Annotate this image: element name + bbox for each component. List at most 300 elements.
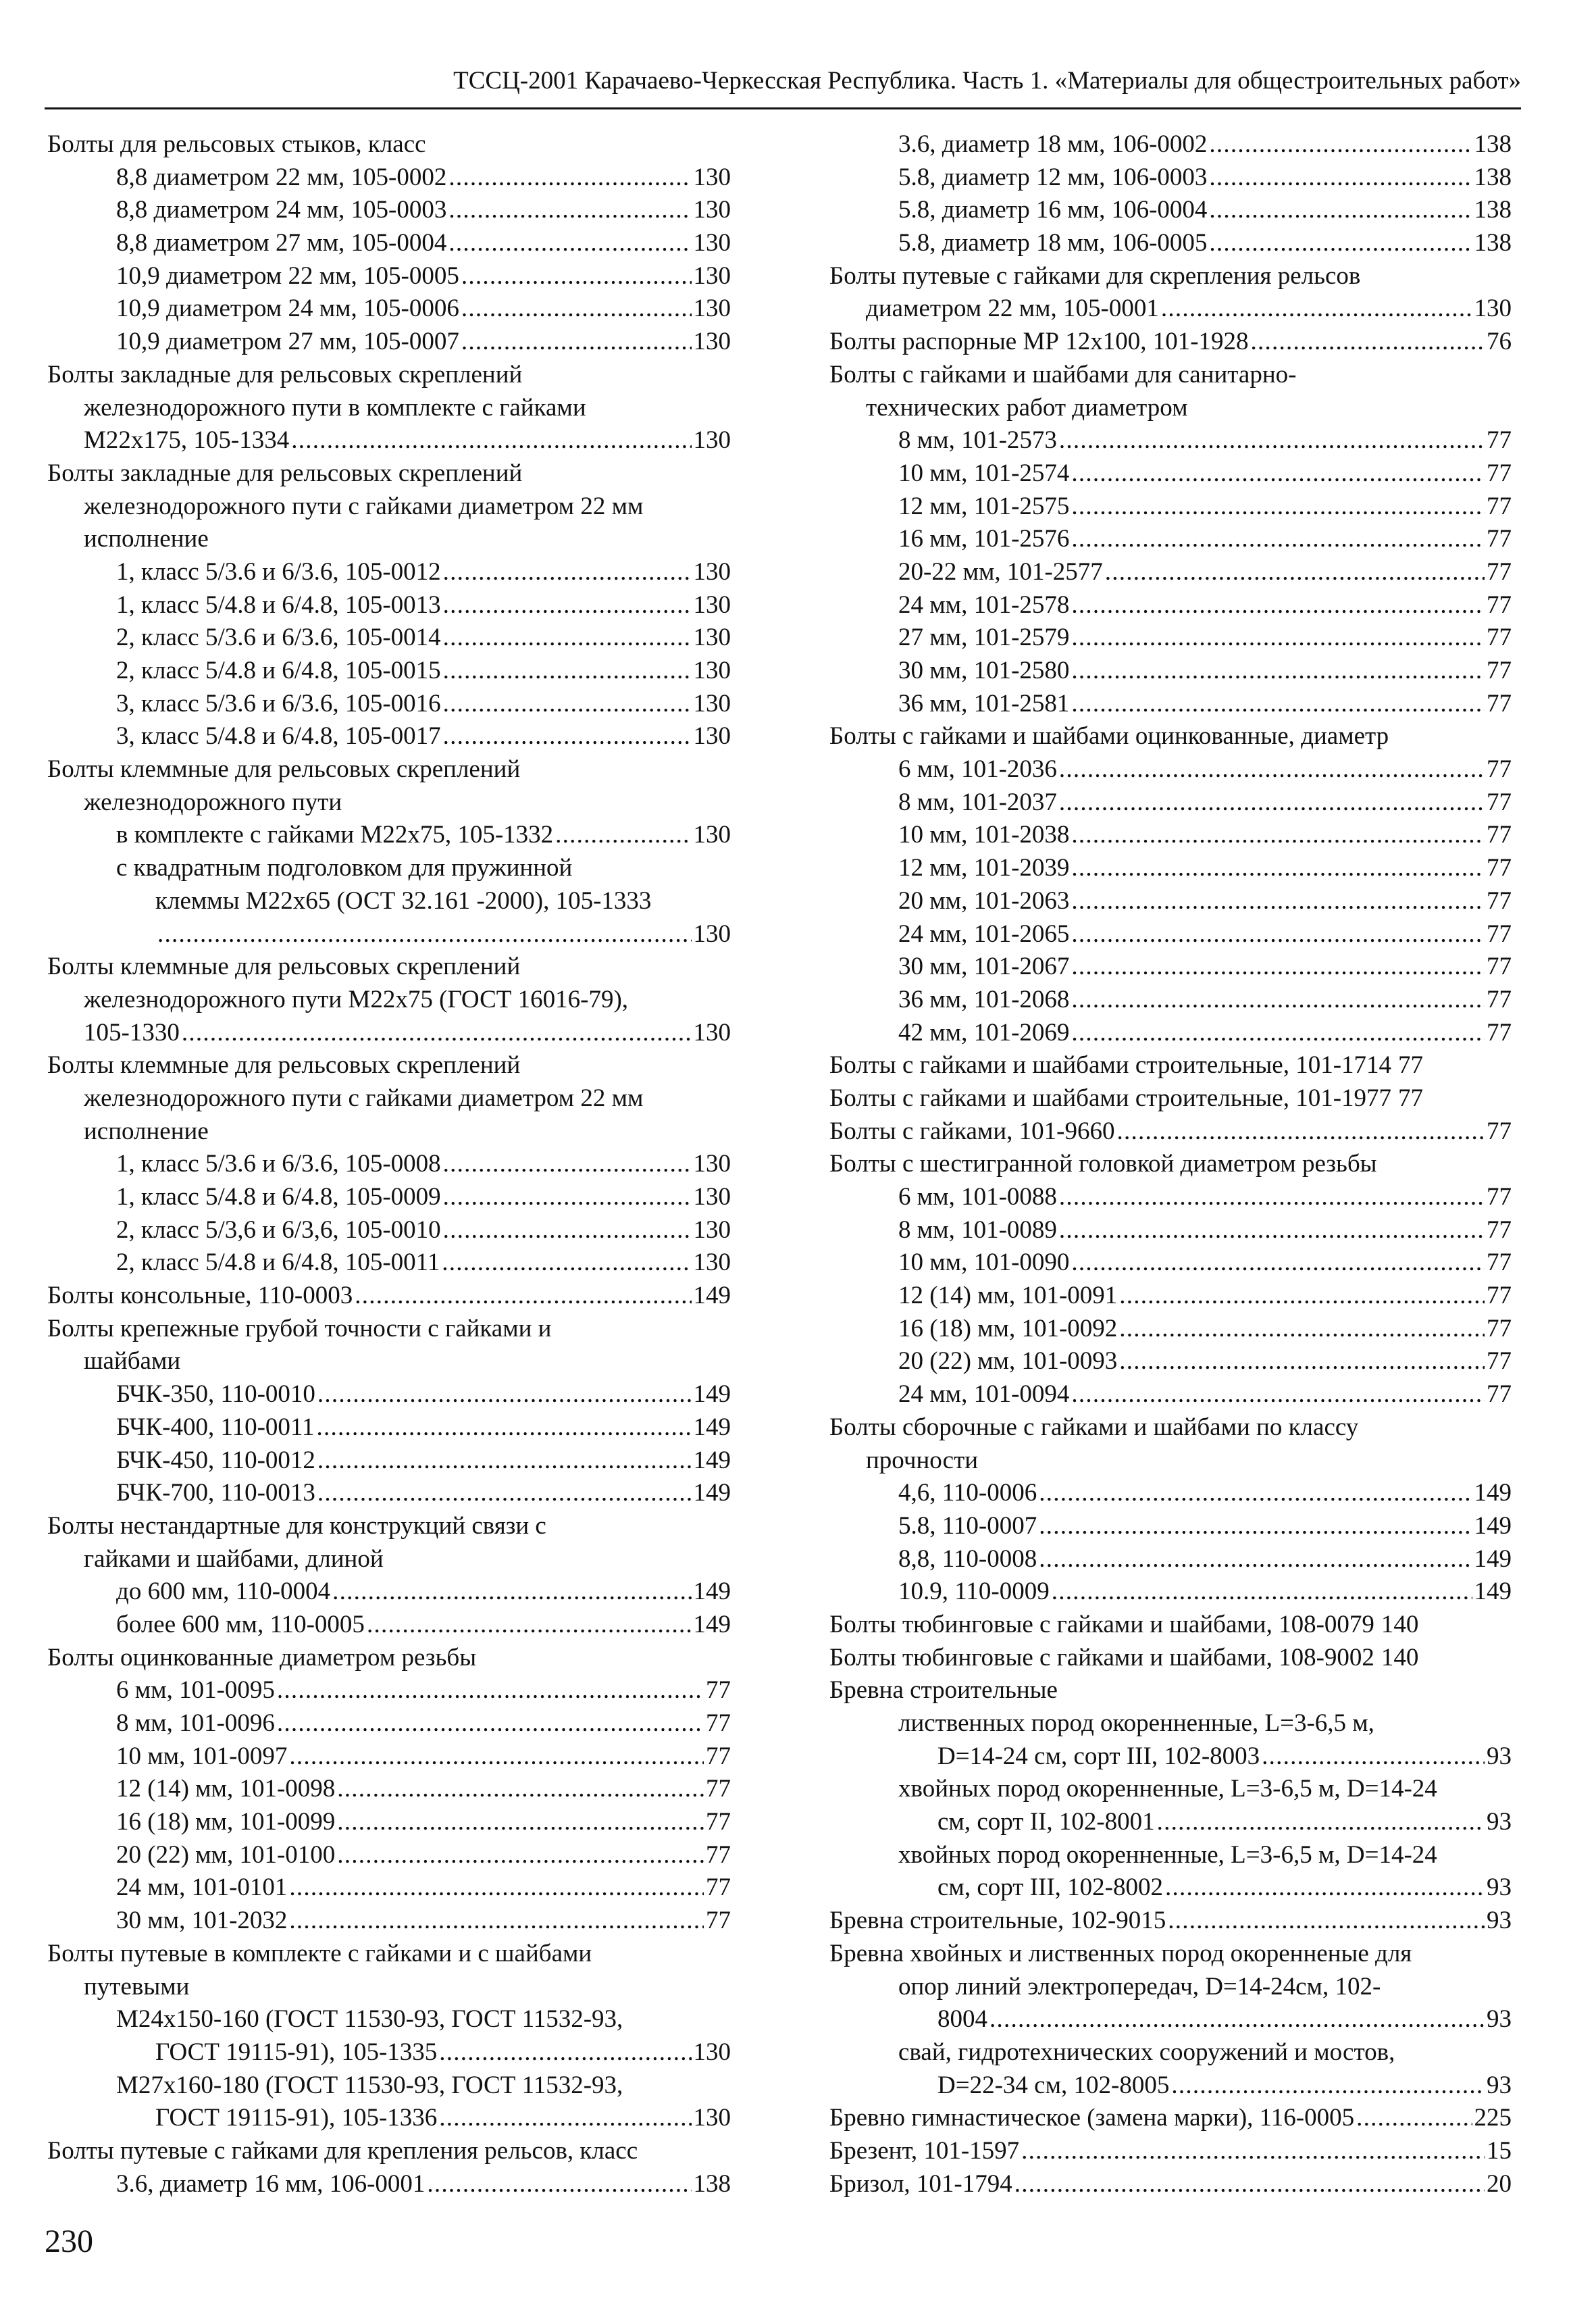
dot-leader: [337, 1839, 704, 1872]
index-entry-text: 10 мм, 101-0097: [116, 1742, 288, 1770]
dot-leader: [1039, 1477, 1472, 1510]
index-entry: [47, 622, 731, 655]
index-entry-text: хвойных пород окоренненные, L=3-6,5 м, D=14-24: [898, 1775, 1437, 1803]
index-entry: [829, 293, 1512, 326]
index-entry: [829, 2102, 1512, 2135]
index-entry-page: 130: [693, 821, 731, 849]
index-entry-text: 8,8 диаметром 22 мм, 105-0002: [116, 163, 447, 191]
index-entry-text: 8 мм, 101-2573: [898, 426, 1057, 455]
index-entry: [829, 2069, 1512, 2103]
running-header: [45, 65, 1521, 109]
index-entry-page: 130: [693, 2104, 731, 2132]
index-entry: [47, 753, 731, 786]
index-entry-text: 8 мм, 101-2037: [898, 788, 1057, 816]
index-entry-page: 77: [1487, 689, 1512, 718]
dot-leader: [291, 424, 691, 457]
index-entry-page: 77: [1487, 624, 1512, 652]
dot-leader: [1071, 1247, 1485, 1280]
index-entry-page: 138: [1474, 229, 1512, 257]
index-entry: [829, 1707, 1512, 1740]
dot-leader: [1119, 1313, 1485, 1346]
index-entry-text: 8,8 диаметром 24 мм, 105-0003: [116, 196, 447, 224]
index-entry-text: железнодорожного пути с гайками диаметром 22 мм: [84, 492, 644, 520]
index-entry-text: 3.6, диаметр 18 мм, 106-0002: [898, 130, 1208, 158]
index-entry: [47, 1806, 731, 1839]
index-entry-page: 77: [1487, 1347, 1512, 1376]
dot-leader: [1071, 491, 1485, 524]
index-entry-text: железнодорожного пути в комплекте с гайками: [84, 393, 586, 422]
index-entry: [47, 1017, 731, 1050]
index-entry: [47, 2102, 731, 2135]
index-entry: [47, 918, 731, 951]
index-entry: [829, 326, 1512, 359]
index-entry-text: исполнение: [84, 525, 209, 553]
header-title: ТССЦ-2001 Карачаево-Черкесская Республика. Часть 1. «Материалы для общестроительных работ»: [453, 67, 1521, 95]
index-entry: [829, 1280, 1512, 1313]
index-entry-text: 10 мм, 101-2038: [898, 821, 1070, 849]
index-entry: [829, 2168, 1512, 2201]
index-entry: [47, 1115, 731, 1149]
index-entry-page: 130: [693, 689, 731, 718]
index-entry-page: 77: [706, 1873, 731, 1902]
index-entry-text: Болты путевые с гайками для скрепления рельсов: [829, 261, 1361, 290]
index-entry: [829, 1871, 1512, 1905]
index-entry-text: Болты крепежные грубой точности с гайками и: [47, 1314, 552, 1342]
index-entry-text: гайками и шайбами, длиной: [84, 1544, 384, 1573]
index-entry: [47, 688, 731, 721]
index-entry-text: Болты тюбинговые с гайками и шайбами, 108-9002: [829, 1643, 1374, 1671]
index-entry: [47, 1543, 731, 1576]
index-entry-text: 30 мм, 101-2580: [898, 657, 1070, 684]
index-entry-page: 77: [1487, 1249, 1512, 1277]
index-entry-text: БЧК-350, 110-0010: [116, 1380, 315, 1409]
dot-leader: [443, 688, 692, 721]
index-entry-page: 149: [693, 1380, 731, 1409]
index-entry: [829, 1148, 1512, 1181]
index-entry: [47, 359, 731, 392]
index-entry-text: Болты путевые с гайками для крепления рельсов, класс: [47, 2136, 638, 2165]
index-entry-text: 3, класс 5/4.8 и 6/4.8, 105-0017: [116, 722, 441, 751]
index-entry-text: М27х160-180 (ГОСТ 11530-93, ГОСТ 11532-93,: [116, 2071, 623, 2099]
index-entry-text: Брезент, 101-1597: [829, 2136, 1020, 2165]
index-entry: [47, 1280, 731, 1313]
index-entry: [47, 1181, 731, 1214]
index-entry-text: 5.8, диаметр 12 мм, 106-0003: [898, 163, 1208, 191]
index-entry-text: Болты нестандартные для конструкций связи с: [47, 1511, 546, 1540]
index-entry-text: 6 мм, 101-0088: [898, 1183, 1057, 1211]
index-entry-text: железнодорожного пути: [84, 788, 342, 816]
index-entry-page: 77: [1487, 886, 1512, 915]
index-entry-text: 8,8, 110-0008: [898, 1544, 1037, 1573]
dot-leader: [289, 1905, 704, 1938]
index-entry-text: 24 мм, 101-0094: [898, 1380, 1070, 1409]
dot-leader: [443, 1181, 692, 1214]
index-entry-text: 24 мм, 101-2578: [898, 590, 1070, 619]
index-entry-page: 130: [693, 229, 731, 257]
dot-leader: [1059, 1181, 1485, 1214]
index-entry: [47, 2036, 731, 2069]
index-entry-text: 10,9 диаметром 22 мм, 105-0005: [116, 261, 459, 290]
dot-leader: [182, 1017, 692, 1050]
dot-leader: [1071, 951, 1485, 984]
dot-leader: [1039, 1543, 1472, 1576]
index-entry-text: 20 (22) мм, 101-0100: [116, 1840, 336, 1869]
dot-leader: [442, 1247, 691, 1280]
dot-leader: [289, 1740, 704, 1774]
index-entry-text: М22х175, 105-1334: [84, 426, 290, 455]
index-entry: [829, 2003, 1512, 2036]
index-entry-page: 77: [706, 1808, 731, 1836]
index-column-left: [47, 128, 731, 2200]
index-entry-text: БЧК-450, 110-0012: [116, 1446, 315, 1474]
index-column-right: [829, 128, 1512, 2200]
index-entry: [47, 984, 731, 1017]
dot-leader: [989, 2003, 1485, 2036]
index-entry-text: хвойных пород окоренненные, L=3-6,5 м, D=14-24: [898, 1840, 1437, 1869]
index-entry-text: Болты сборочные с гайками и шайбами по классу: [829, 1413, 1359, 1441]
index-entry-text: 6 мм, 101-2036: [898, 755, 1057, 784]
dot-leader: [1071, 984, 1485, 1017]
dot-leader: [1021, 2135, 1485, 2168]
index-entry-text: Болты клеммные для рельсовых скреплений: [47, 953, 521, 981]
dot-leader: [439, 2102, 691, 2135]
index-entry: [829, 1576, 1512, 1609]
index-entry-page: 77: [1487, 1183, 1512, 1211]
dot-leader: [427, 2168, 691, 2201]
index-entry: [47, 293, 731, 326]
index-entry-text: железнодорожного пути с гайками диаметром 22 мм: [84, 1084, 644, 1112]
index-entry-page: 77: [1487, 788, 1512, 816]
index-entry-page: 76: [1487, 328, 1512, 356]
index-entry-page: 149: [1474, 1544, 1512, 1573]
index-entry-text: 12 (14) мм, 101-0091: [898, 1282, 1118, 1310]
index-entry: [47, 556, 731, 589]
index-entry-text: 20-22 мм, 101-2577: [898, 557, 1103, 586]
dot-leader: [1168, 1905, 1485, 1938]
index-entry: [829, 424, 1512, 457]
index-entry-text: ГОСТ 19115-91), 105-1335: [155, 2038, 438, 2066]
dot-leader: [1014, 2168, 1485, 2201]
dot-leader: [317, 1411, 692, 1444]
index-entry-page: 77: [1487, 1282, 1512, 1310]
dot-leader: [1071, 688, 1485, 721]
dot-leader: [1157, 1806, 1485, 1839]
dot-leader: [443, 556, 692, 589]
index-entry-text: 12 (14) мм, 101-0098: [116, 1775, 336, 1803]
index-entry-page: 77: [1487, 525, 1512, 553]
index-entry-page: 130: [693, 1183, 731, 1211]
index-entry-text: свай, гидротехнических сооружений и мостов,: [898, 2038, 1395, 2066]
index-entry-text: Болты клеммные для рельсовых скреплений: [47, 755, 521, 784]
index-entry-text: 2, класс 5/4.8 и 6/4.8, 105-0011: [116, 1249, 440, 1277]
index-entry: [47, 491, 731, 524]
dot-leader: [367, 1609, 692, 1642]
index-entry-page: 138: [693, 2169, 731, 2198]
index-entry: [829, 951, 1512, 984]
index-entry: [829, 852, 1512, 885]
dot-leader: [1209, 161, 1472, 195]
index-entry-text: Болты консольные, 110-0003: [47, 1282, 353, 1310]
index-entry: [829, 227, 1512, 260]
index-entry: [47, 852, 731, 885]
index-entry-text: 24 мм, 101-0101: [116, 1873, 288, 1902]
index-entry: [829, 491, 1512, 524]
index-entry: [47, 128, 731, 161]
index-entry: [829, 1674, 1512, 1707]
index-entry-text: Болты оцинкованные диаметром резьбы: [47, 1643, 477, 1671]
index-entry: [47, 161, 731, 195]
index-entry-page: 77: [1487, 920, 1512, 948]
index-entry-page: 15: [1487, 2136, 1512, 2165]
dot-leader: [1105, 556, 1485, 589]
index-entry: [47, 1576, 731, 1609]
index-entry: [47, 523, 731, 556]
index-entry-page: 93: [1487, 2005, 1512, 2034]
index-entry-page: 77: [706, 1840, 731, 1869]
index-entry-text: 8004: [937, 2005, 987, 2034]
index-entry: [829, 1214, 1512, 1247]
index-entry: [829, 1345, 1512, 1378]
index-entry-text: в комплекте с гайками М22х75, 105-1332: [116, 821, 554, 849]
index-entry-page: 77: [1487, 1117, 1512, 1145]
index-entry-page: 140: [1381, 1610, 1419, 1638]
index-entry: [829, 1444, 1512, 1478]
index-entry-text: Болты закладные для рельсовых скреплений: [47, 459, 523, 487]
index-entry-page: 130: [693, 2038, 731, 2066]
index-entry: [47, 1378, 731, 1411]
index-entry-page: 130: [693, 295, 731, 323]
index-entry-text: 105-1330: [84, 1018, 180, 1047]
dot-leader: [1209, 227, 1472, 260]
index-entry-page: 130: [693, 1249, 731, 1277]
index-entry-page: 77: [1487, 821, 1512, 849]
index-entry-text: клеммы М22х65 (ОСТ 32.161 -2000), 105-1333: [155, 886, 652, 915]
index-entry-text: 8,8 диаметром 27 мм, 105-0004: [116, 229, 447, 257]
index-entry-page: 149: [693, 1610, 731, 1638]
index-entry: [829, 1477, 1512, 1510]
index-entry: [829, 457, 1512, 491]
index-entry: [47, 1247, 731, 1280]
index-entry-text: D=14-24 см, сорт III, 102-8003: [937, 1742, 1260, 1770]
dot-leader: [1052, 1576, 1472, 1609]
index-entry-page: 77: [1487, 492, 1512, 520]
index-entry-text: Бризол, 101-1794: [829, 2169, 1012, 2198]
dot-leader: [277, 1707, 704, 1740]
index-entry-page: 93: [1487, 1808, 1512, 1836]
index-entry-text: Болты путевые в комплекте с гайками и с шайбами: [47, 1939, 592, 1967]
index-entry: [829, 753, 1512, 786]
index-entry-page: 130: [693, 722, 731, 751]
index-entry: [829, 1938, 1512, 1971]
index-entry-page: 140: [1381, 1643, 1419, 1671]
dot-leader: [1059, 786, 1485, 820]
dot-leader: [355, 1280, 691, 1313]
dot-leader: [1071, 523, 1485, 556]
index-entry: [47, 655, 731, 688]
index-entry-page: 149: [693, 1413, 731, 1441]
index-entry-page: 149: [1474, 1578, 1512, 1606]
index-entry-text: Болты клеммные для рельсовых скреплений: [47, 1051, 521, 1080]
index-entry-text: Бревна хвойных и лиственных пород окоренненые для: [829, 1939, 1412, 1967]
index-entry-text: 10 мм, 101-2574: [898, 459, 1070, 487]
dot-leader: [332, 1576, 691, 1609]
dot-leader: [448, 194, 691, 227]
index-entry-page: 149: [1474, 1479, 1512, 1507]
index-entry: [47, 2069, 731, 2103]
index-entry: [829, 1510, 1512, 1543]
index-entry-page: 130: [693, 426, 731, 455]
index-entry: [47, 589, 731, 622]
dot-leader: [448, 227, 691, 260]
index-entry: [47, 819, 731, 852]
dot-leader: [1119, 1280, 1485, 1313]
index-entry: [47, 1642, 731, 1675]
dot-leader: [461, 293, 692, 326]
index-entry-page: 77: [1398, 1051, 1424, 1080]
index-entry-page: 77: [1487, 755, 1512, 784]
index-entry: [829, 1543, 1512, 1576]
index-entry-page: 149: [693, 1282, 731, 1310]
index-entry: [47, 1082, 731, 1115]
index-entry-text: 1, класс 5/4.8 и 6/4.8, 105-0013: [116, 590, 441, 619]
dot-leader: [443, 1214, 692, 1247]
index-entry-text: Болты с шестигранной головкой диаметром резьбы: [829, 1150, 1377, 1178]
dot-leader: [157, 918, 692, 951]
index-entry-text: более 600 мм, 110-0005: [116, 1610, 365, 1638]
index-entry-page: 77: [706, 1775, 731, 1803]
index-entry-text: 36 мм, 101-2581: [898, 689, 1070, 718]
dot-leader: [289, 1871, 704, 1905]
index-entry-page: 130: [1474, 295, 1512, 323]
dot-leader: [1171, 2069, 1485, 2103]
index-entry-text: прочности: [866, 1446, 979, 1474]
dot-leader: [337, 1806, 704, 1839]
index-entry-text: 24 мм, 101-2065: [898, 920, 1070, 948]
index-entry: [829, 1378, 1512, 1411]
dot-leader: [277, 1674, 704, 1707]
index-entry: [47, 1148, 731, 1181]
index-entry: [47, 1345, 731, 1378]
index-entry-page: 225: [1474, 2104, 1512, 2132]
index-entry: [829, 1806, 1512, 1839]
dot-leader: [443, 655, 692, 688]
index-entry: [829, 786, 1512, 820]
index-entry-page: 149: [693, 1479, 731, 1507]
dot-leader: [1071, 589, 1485, 622]
index-entry-page: 77: [1487, 1018, 1512, 1047]
index-entry: [47, 951, 731, 984]
dot-leader: [443, 720, 692, 753]
index-entry-text: 5.8, диаметр 16 мм, 106-0004: [898, 196, 1208, 224]
index-entry-text: 8 мм, 101-0096: [116, 1709, 275, 1737]
dot-leader: [1119, 1345, 1485, 1378]
index-entry: [47, 1740, 731, 1774]
dot-leader: [448, 161, 691, 195]
index-entry-page: 77: [1487, 459, 1512, 487]
index-entry-text: Болты с гайками и шайбами для санитарно-: [829, 360, 1297, 388]
index-entry: [829, 720, 1512, 753]
index-entry: [829, 2135, 1512, 2168]
index-entry-text: D=22-34 см, 102-8005: [937, 2071, 1170, 2099]
index-entry-page: 130: [693, 1018, 731, 1047]
index-entry-page: 138: [1474, 196, 1512, 224]
dot-leader: [1071, 1017, 1485, 1050]
index-entry-text: 16 (18) мм, 101-0092: [898, 1314, 1118, 1342]
index-entry-text: Бревна строительные: [829, 1676, 1058, 1705]
index-entry: [829, 1905, 1512, 1938]
index-entry: [829, 359, 1512, 392]
index-entry-text: с квадратным подголовком для пружинной: [116, 854, 573, 882]
index-entry-page: 130: [693, 920, 731, 948]
index-entry-page: 93: [1487, 1742, 1512, 1770]
index-entry-text: Болты с гайками и шайбами оцинкованные, диаметр: [829, 722, 1389, 751]
dot-leader: [1071, 819, 1485, 852]
index-entry-page: 149: [1474, 1511, 1512, 1540]
index-entry: [829, 2036, 1512, 2069]
index-entry: [47, 457, 731, 491]
index-entry-text: см, сорт III, 102-8002: [937, 1873, 1163, 1902]
index-entry: [829, 819, 1512, 852]
index-entry-page: 77: [706, 1676, 731, 1705]
index-entry: [829, 1411, 1512, 1444]
dot-leader: [1071, 885, 1485, 918]
index-entry: [47, 1510, 731, 1543]
index-entry-text: 10 мм, 101-0090: [898, 1249, 1070, 1277]
index-entry-text: 36 мм, 101-2068: [898, 985, 1070, 1013]
dot-leader: [1262, 1740, 1485, 1774]
index-entry: [829, 556, 1512, 589]
index-entry-page: 77: [1487, 426, 1512, 455]
dot-leader: [1209, 128, 1472, 161]
index-entry-page: 77: [1487, 854, 1512, 882]
index-entry: [829, 984, 1512, 1017]
index-entry: [47, 1839, 731, 1872]
index-entry: [829, 1313, 1512, 1346]
dot-leader: [461, 260, 692, 293]
index-entry-text: 10.9, 110-0009: [898, 1578, 1050, 1606]
index-entry-page: 77: [1487, 1215, 1512, 1244]
index-entry-page: 20: [1487, 2169, 1512, 2198]
dot-leader: [1071, 1378, 1485, 1411]
index-entry-page: 77: [706, 1907, 731, 1935]
index-entry: [47, 194, 731, 227]
index-entry-text: 1, класс 5/3.6 и 6/3.6, 105-0012: [116, 557, 441, 586]
index-entry: [47, 1609, 731, 1642]
index-entry: [829, 1642, 1512, 1675]
index-entry: [829, 1971, 1512, 2004]
index-entry-page: 77: [1487, 1380, 1512, 1409]
index-entry: [47, 1477, 731, 1510]
index-entry: [47, 1773, 731, 1806]
index-entry-page: 130: [693, 163, 731, 191]
index-entry-text: 8 мм, 101-0089: [898, 1215, 1057, 1244]
dot-leader: [1071, 457, 1485, 491]
index-entry: [47, 786, 731, 820]
index-entry-text: технических работ диаметром: [866, 393, 1188, 422]
index-entry-text: железнодорожного пути М22х75 (ГОСТ 16016-79),: [84, 985, 629, 1013]
index-entry: [47, 885, 731, 918]
index-entry-page: 130: [693, 261, 731, 290]
index-entry-text: 16 мм, 101-2576: [898, 525, 1070, 553]
dot-leader: [317, 1378, 692, 1411]
index-entry: [829, 161, 1512, 195]
index-entry-text: БЧК-400, 110-0011: [116, 1413, 315, 1441]
index-entry-page: 77: [1487, 953, 1512, 981]
index-entry: [47, 1971, 731, 2004]
index-entry-text: 20 мм, 101-2063: [898, 886, 1070, 915]
index-entry-page: 130: [693, 1215, 731, 1244]
index-entry-text: Болты тюбинговые с гайками и шайбами, 108-0079: [829, 1610, 1374, 1638]
